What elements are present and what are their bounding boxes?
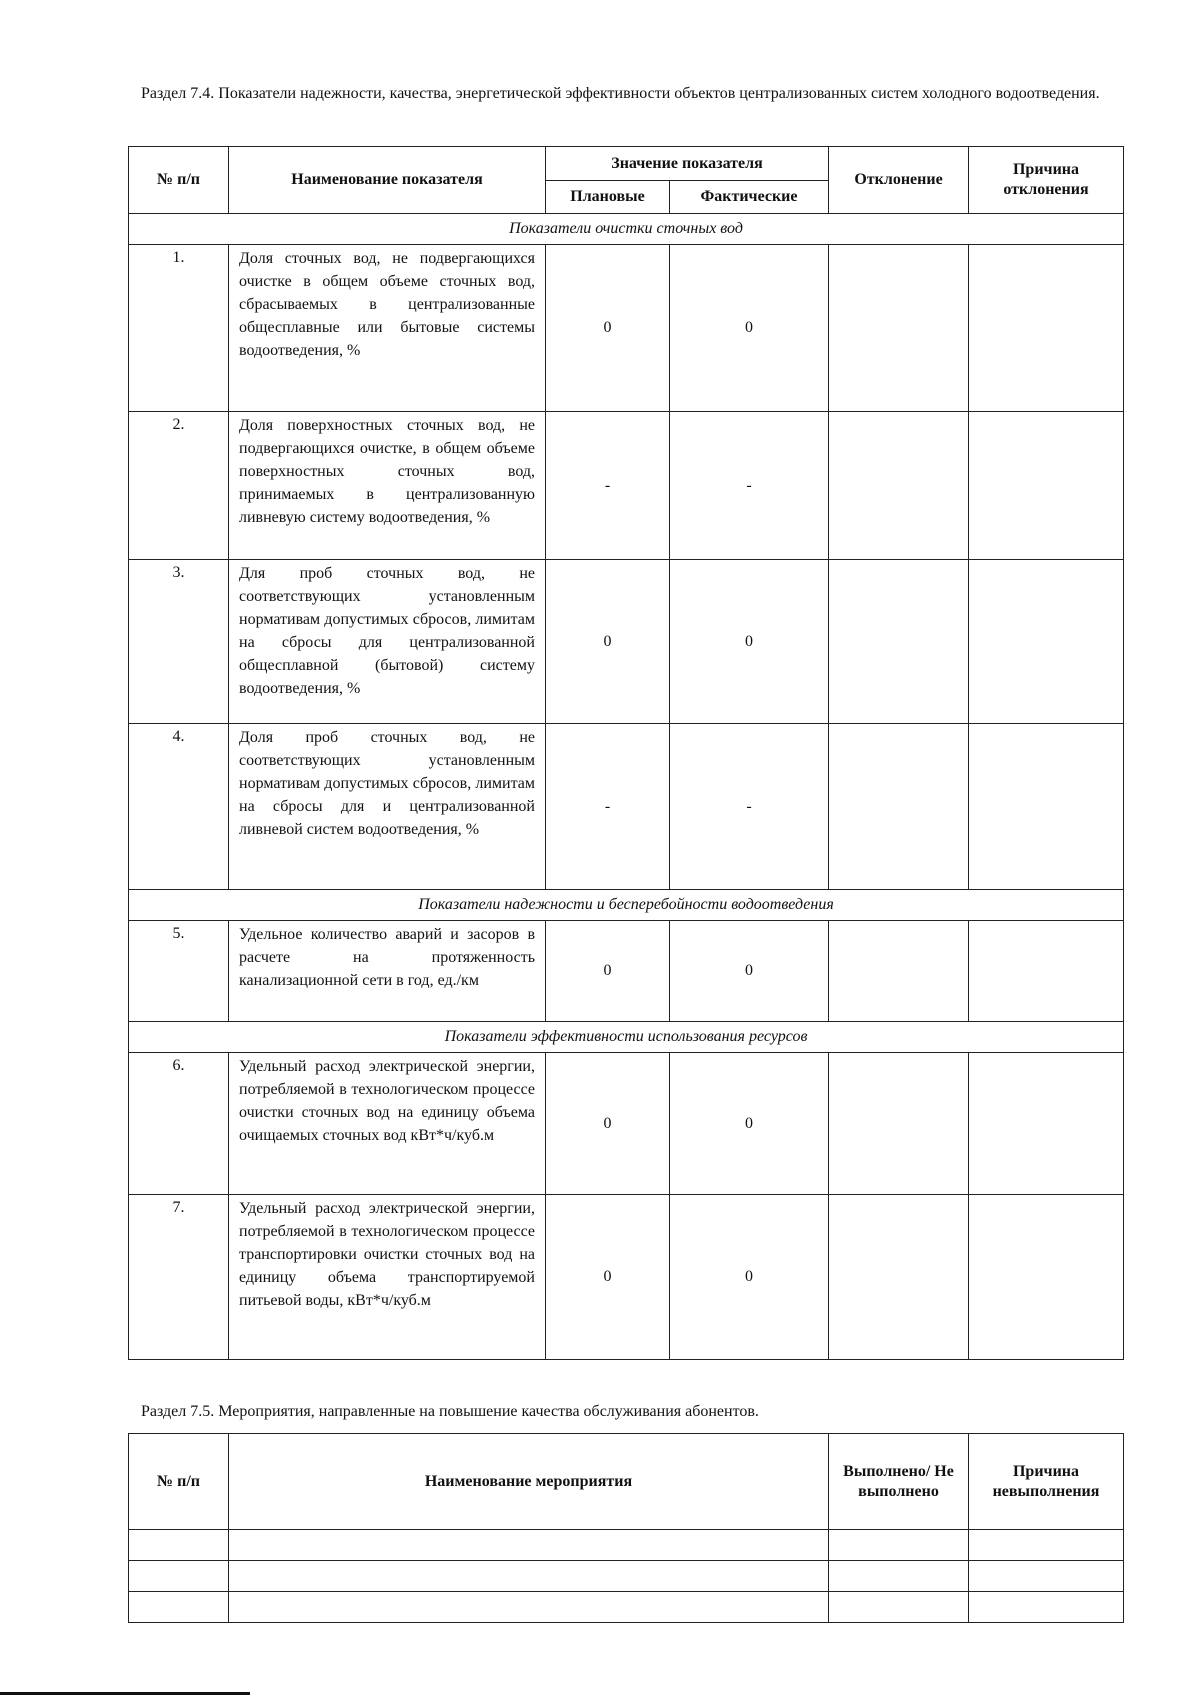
empty-cell <box>129 1592 229 1623</box>
table-row <box>129 1053 1124 1195</box>
deviation-cell <box>829 921 969 1022</box>
deviation-cell <box>829 560 969 724</box>
header-indicator-name: Наименование показателя <box>229 147 546 214</box>
deviation-cell <box>829 412 969 560</box>
row-number: 7. <box>129 1195 229 1360</box>
header-done-status: Выполнено/ Не выполнено <box>829 1434 969 1530</box>
row-number: 1. <box>129 245 229 412</box>
empty-cell <box>969 1561 1124 1592</box>
empty-cell <box>129 1530 229 1561</box>
planned-value: 0 <box>546 245 670 412</box>
indicator-name: Доля поверхностных сточных вод, не подвергающихся очистке, в общем объеме поверхностных сточных вод, принимаемых в централизованную ливневую систему водоотведения, % <box>229 412 546 560</box>
indicator-name: Удельное количество аварий и засоров в расчете на протяженность канализационной сети в год, ед./км <box>229 921 546 1022</box>
header-failure-reason: Причина невыполнения <box>969 1434 1124 1530</box>
header-row <box>129 1434 1124 1530</box>
group-label: Показатели надежности и бесперебойности водоотведения <box>129 890 1124 921</box>
actual-value: 0 <box>670 1053 829 1195</box>
group-label: Показатели очистки сточных вод <box>129 214 1124 245</box>
table-row <box>129 245 1124 412</box>
group-row <box>129 1022 1124 1053</box>
empty-cell <box>229 1592 829 1623</box>
planned-value: 0 <box>546 560 670 724</box>
empty-cell <box>829 1592 969 1623</box>
planned-value: - <box>546 724 670 890</box>
planned-value: 0 <box>546 1053 670 1195</box>
empty-cell <box>969 1592 1124 1623</box>
row-number: 4. <box>129 724 229 890</box>
section-7-5-title: Раздел 7.5. Мероприятия, направленные на повышение качества обслуживания абонентов. <box>141 1403 759 1420</box>
header-row <box>129 147 1124 181</box>
indicator-name: Доля проб сточных вод, не соответствующих установленным нормативам допустимых сбросов, лимитам на сбросы для и централизованной ливневой систем водоотведения, % <box>229 724 546 890</box>
table-row <box>129 1530 1124 1561</box>
actual-value: - <box>670 724 829 890</box>
reason-cell <box>969 245 1124 412</box>
actual-value: 0 <box>670 245 829 412</box>
header-indicator-value: Значение показателя <box>546 147 829 181</box>
reason-cell <box>969 560 1124 724</box>
bottom-rule <box>0 1692 250 1695</box>
deviation-cell <box>829 1053 969 1195</box>
reason-cell <box>969 412 1124 560</box>
deviation-cell <box>829 724 969 890</box>
table-row <box>129 1195 1124 1360</box>
row-number: 3. <box>129 560 229 724</box>
empty-cell <box>229 1561 829 1592</box>
group-row <box>129 214 1124 245</box>
empty-cell <box>829 1530 969 1561</box>
row-number: 2. <box>129 412 229 560</box>
reason-cell <box>969 921 1124 1022</box>
deviation-cell <box>829 1195 969 1360</box>
row-number: 6. <box>129 1053 229 1195</box>
indicator-name: Доля сточных вод, не подвергающихся очистке в общем объеме сточных вод, сбрасываемых в централизованные общесплавные или бытовые системы водоотведения, % <box>229 245 546 412</box>
table-row <box>129 560 1124 724</box>
table-row <box>129 412 1124 560</box>
table-row <box>129 921 1124 1022</box>
header-num: № п/п <box>129 147 229 214</box>
actual-value: - <box>670 412 829 560</box>
group-label: Показатели эффективности использования ресурсов <box>129 1022 1124 1053</box>
indicator-name: Удельный расход электрической энергии, потребляемой в технологическом процессе очистки сточных вод на единицу объема очищаемых сточных вод кВт*ч/куб.м <box>229 1053 546 1195</box>
indicator-name: Удельный расход электрической энергии, потребляемой в технологическом процессе транспортировки очистки сточных вод на единицу объема транспортируемой питьевой воды, кВт*ч/куб.м <box>229 1195 546 1360</box>
table-row <box>129 1592 1124 1623</box>
planned-value: 0 <box>546 1195 670 1360</box>
header-deviation: Отклонение <box>829 147 969 214</box>
actual-value: 0 <box>670 921 829 1022</box>
actual-value: 0 <box>670 1195 829 1360</box>
group-row <box>129 890 1124 921</box>
planned-value: 0 <box>546 921 670 1022</box>
header-deviation-reason: Причина отклонения <box>969 147 1124 214</box>
planned-value: - <box>546 412 670 560</box>
header-actual: Фактические <box>670 181 829 214</box>
row-number: 5. <box>129 921 229 1022</box>
indicators-table <box>128 146 1124 1360</box>
header-planned: Плановые <box>546 181 670 214</box>
header-measure-name: Наименование мероприятия <box>229 1434 829 1530</box>
section-7-4-title: Раздел 7.4. Показатели надежности, качества, энергетической эффективности объектов централизованных систем холодного водоотведения. <box>141 85 1100 102</box>
measures-table <box>128 1433 1124 1623</box>
empty-cell <box>129 1561 229 1592</box>
reason-cell <box>969 1053 1124 1195</box>
header-num: № п/п <box>129 1434 229 1530</box>
indicator-name: Для проб сточных вод, не соответствующих установленным нормативам допустимых сбросов, лимитам на сбросы для централизованной общесплавной (бытовой) систему водоотведения, % <box>229 560 546 724</box>
table-row <box>129 1561 1124 1592</box>
table-row <box>129 724 1124 890</box>
reason-cell <box>969 724 1124 890</box>
deviation-cell <box>829 245 969 412</box>
actual-value: 0 <box>670 560 829 724</box>
empty-cell <box>829 1561 969 1592</box>
reason-cell <box>969 1195 1124 1360</box>
empty-cell <box>229 1530 829 1561</box>
empty-cell <box>969 1530 1124 1561</box>
